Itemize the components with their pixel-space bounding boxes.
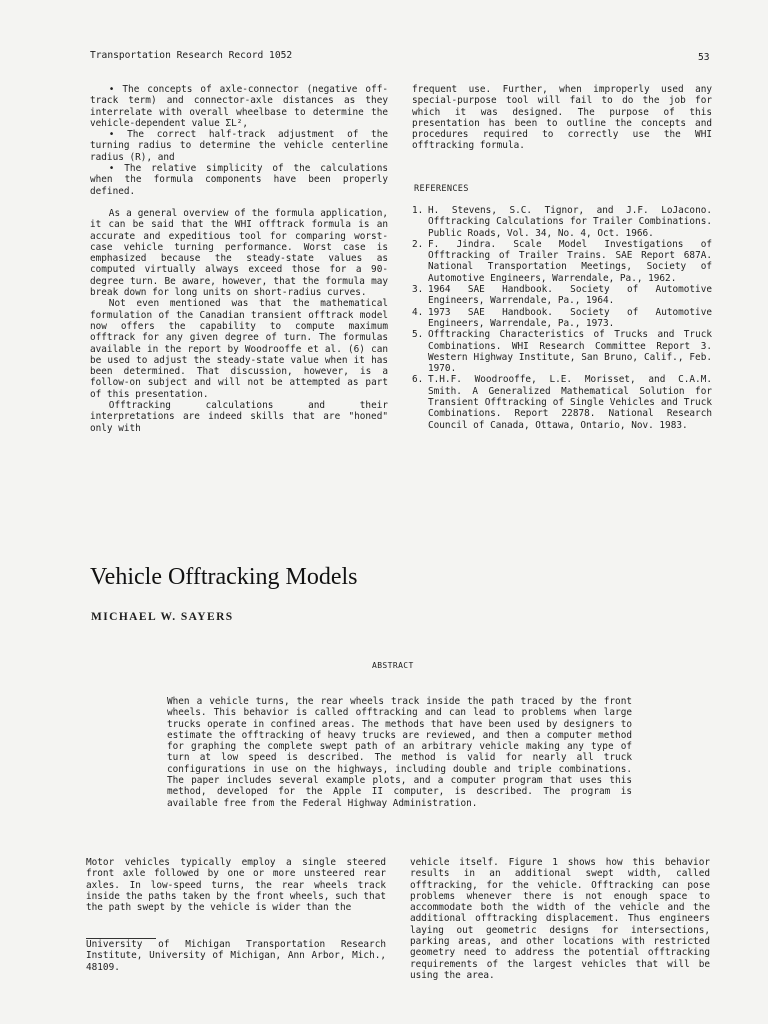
reference-item bbox=[412, 307, 712, 330]
reference-item bbox=[412, 239, 712, 284]
body-paragraph: Motor vehicles typically employ a single steered front axle followed by one or more unsteered rear axles. In low-speed turns, the rear wheels track inside the paths taken by the front wheels, such that the path swept by the vehicle is wider than the bbox=[86, 857, 386, 914]
reference-text: 1973 SAE Handbook. Society of Automotive Engineers, Warrendale, Pa., 1973. bbox=[428, 306, 712, 329]
bullet-item: • The relative simplicity of the calculations when the formula components have been properly defined. bbox=[90, 163, 388, 197]
abstract-text: When a vehicle turns, the rear wheels track inside the path traced by the front wheels. This behavior is called offtracking and can lead to problems when large trucks operate in confined areas. The methods that have been used by designers to estimate the offtracking of heavy trucks are reviewed, and then a computer method for graphing the complete swept path of an arbitrary vehicle making any type of turn at low speed is described. The method is valid for nearly all truck configurations in use on the highways, including double and triple combinations. The paper includes several example plots, and a computer program that uses this method, developed for the Apple II computer, is described. The program is available free from the Federal Highway Administration. bbox=[167, 696, 632, 809]
body-paragraph: Offtracking calculations and their interpretations are indeed skills that are "honed" only with bbox=[90, 400, 388, 434]
reference-item bbox=[412, 205, 712, 239]
left-column-top bbox=[90, 84, 388, 434]
reference-text: H. Stevens, S.C. Tignor, and J.F. LoJacono. Offtracking Calculations for Trailer Combinations. Public Roads, Vol. 34, No. 4, Oct. 1966. bbox=[428, 205, 712, 239]
reference-text: 1964 SAE Handbook. Society of Automotive Engineers, Warrendale, Pa., 1964. bbox=[428, 284, 712, 307]
article-author: MICHAEL W. SAYERS bbox=[91, 611, 234, 623]
reference-text: F. Jindra. Scale Model Investigations of Offtracking of Trailer Trains. SAE Report 687A. National Transportation Meetings, Society of Automotive Engineers, Warrendale, Pa., 1962. bbox=[428, 238, 712, 284]
references-list bbox=[412, 205, 712, 431]
reference-number: 4. bbox=[412, 306, 424, 318]
body-right-column bbox=[410, 857, 710, 981]
body-paragraph: As a general overview of the formula application, it can be said that the WHI offtrack formula is an accurate and expeditious tool for comparing worst-case vehicle turning performance. Worst case is emphasized because the steady-state values as computed virtually always exceed those for a 90-degree turn. Be aware, however, that the formula may break down for long units on short-radius curves. bbox=[90, 207, 388, 299]
reference-text: T.H.F. Woodrooffe, L.E. Morisset, and C.A.M. Smith. A Generalized Mathematical Solution for Transient Offtracking of Single Vehicles and Truck Combinations. Report 22878. National Research Council of Canada, Ottawa, Ontario, Nov. 1983. bbox=[428, 374, 712, 431]
right-column-top bbox=[412, 84, 712, 152]
reference-number: 1. bbox=[412, 205, 424, 216]
body-paragraph: Not even mentioned was that the mathematical formulation of the Canadian transient offtrack model now offers the capability to compute maximum offtrack for any given degree of turn. The formulas available in the report by Woodrooffe et al. (6) can be used to adjust the steady-state value when it has been determined. That discussion, however, is a follow-on subject and will not be attempted as part of this presentation. bbox=[90, 298, 388, 400]
body-left-column bbox=[86, 857, 386, 913]
reference-item bbox=[412, 329, 712, 374]
reference-number: 3. bbox=[412, 284, 424, 296]
body-paragraph: frequent use. Further, when improperly used any special-purpose tool will fail to do the job for which it was designed. The purpose of this presentation has been to outline the concepts and procedures required to correctly use the WHI offtracking formula. bbox=[412, 84, 712, 152]
reference-item bbox=[412, 374, 712, 430]
reference-number: 2. bbox=[412, 238, 424, 250]
reference-number: 5. bbox=[412, 329, 424, 341]
bullet-item: • The concepts of axle-connector (negative off-track term) and connector-axle distances as they interrelate with overall wheelbase to determine the vehicle-dependent value ΣL², bbox=[90, 84, 388, 129]
body-paragraph: vehicle itself. Figure 1 shows how this behavior results in an additional swept width, called offtracking, for the vehicle. Offtracking can pose problems whenever there is not enough space to accommodate both the width of the vehicle and the additional offtracking displacement. Thus engineers laying out geometric designs for intersections, parking areas, and other locations with restricted geometry need to address the potential offtracking requirements of the largest vehicles that will be using the area. bbox=[410, 857, 710, 981]
abstract-heading: ABSTRACT bbox=[372, 661, 414, 670]
reference-text: Offtracking Characteristics of Trucks and Truck Combinations. WHI Research Committee Report 3. Western Highway Institute, San Bruno, Calif., Feb. 1970. bbox=[428, 329, 712, 375]
article-title: Vehicle Offtracking Models bbox=[90, 564, 358, 590]
page-number: 53 bbox=[698, 52, 710, 63]
reference-item bbox=[412, 284, 712, 307]
author-affiliation: University of Michigan Transportation Research Institute, University of Michigan, Ann Arbor, Mich., 48109. bbox=[86, 939, 386, 973]
bullet-item: • The correct half-track adjustment of the turning radius to determine the vehicle centerline radius (R), and bbox=[90, 129, 388, 163]
reference-number: 6. bbox=[412, 374, 424, 386]
running-header: Transportation Research Record 1052 bbox=[90, 50, 293, 61]
references-heading: REFERENCES bbox=[414, 184, 469, 194]
